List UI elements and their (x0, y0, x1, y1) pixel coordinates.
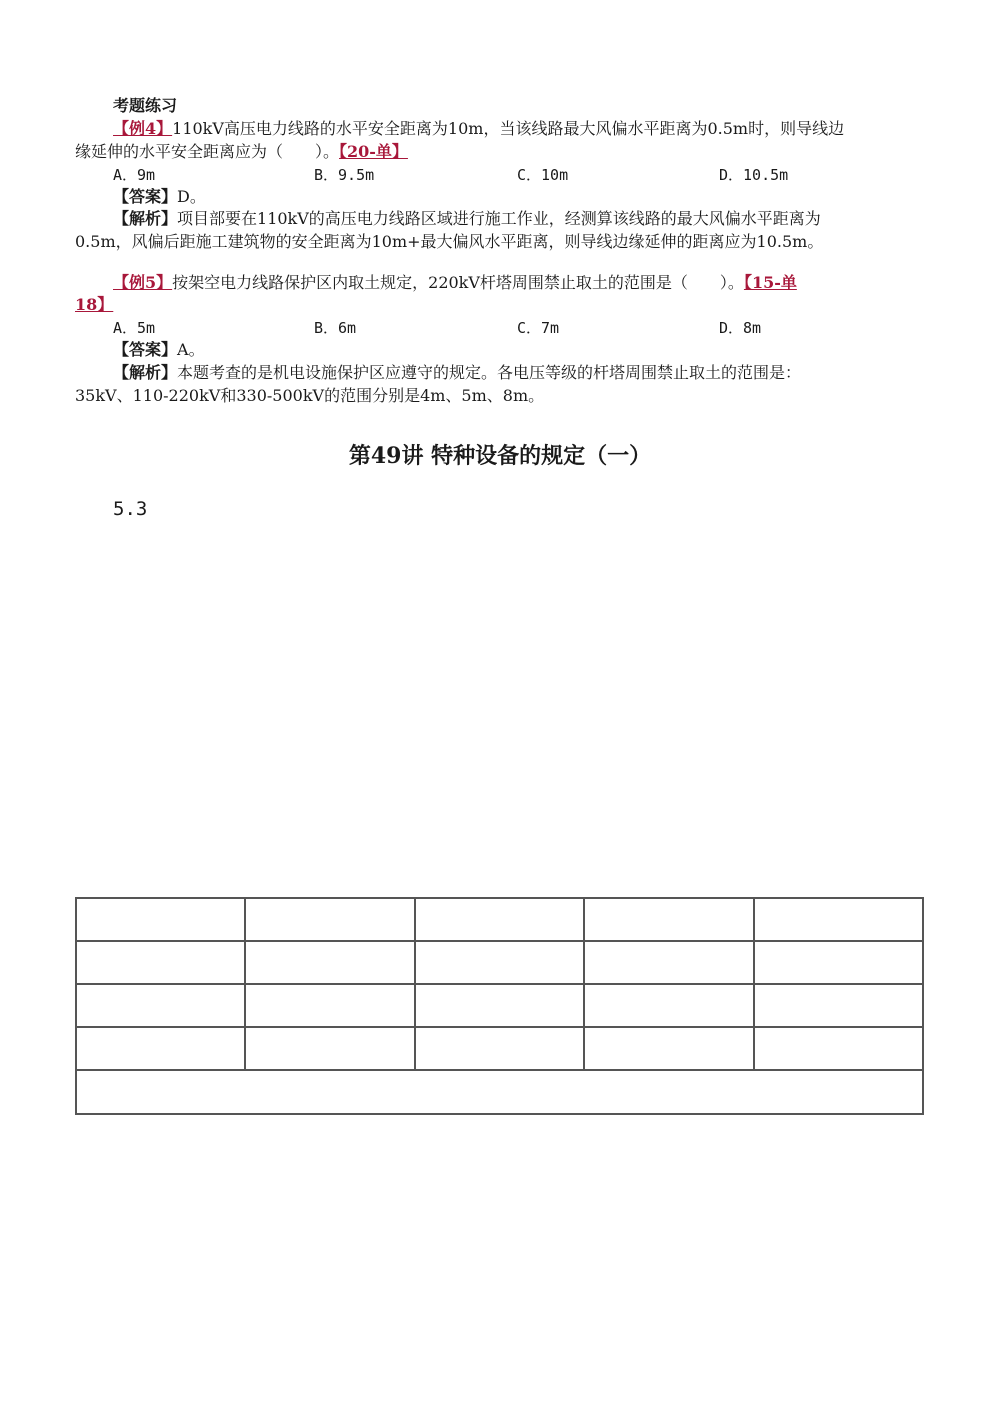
table-row-merged (76, 1070, 923, 1114)
question-5-option-b: B．6m (314, 319, 357, 337)
question-5-answer-value: A。 (177, 340, 205, 359)
section-number: 5.3 (113, 498, 148, 520)
table-cell (754, 941, 923, 984)
question-5-text-1: 按架空电力线路保护区内取土规定，220kV杆塔周围禁止取土的范围是（ ）。 (172, 273, 744, 292)
table-cell (754, 1027, 923, 1070)
question-4-analysis-label: 【解析】 (113, 209, 178, 228)
table-cell (584, 984, 753, 1027)
question-4-answer (75, 186, 963, 208)
table-cell (415, 941, 584, 984)
section-title: 考题练习 (113, 96, 178, 115)
question-5-analysis-line-2: 35kV、110-220kV和330-500kV的范围分别是4m、5m、8m。 (75, 386, 545, 405)
question-4-analysis-line-1 (75, 208, 963, 230)
table-cell (584, 898, 753, 941)
table-cell (76, 1027, 245, 1070)
table-cell (584, 1027, 753, 1070)
question-5-line-2 (75, 294, 925, 316)
table-cell (76, 984, 245, 1027)
question-4-option-a: A．9m (113, 166, 156, 184)
question-4-text-2: 缘延伸的水平安全距离应为（ ）。 (75, 142, 340, 161)
table-cell (584, 941, 753, 984)
table-cell (245, 984, 414, 1027)
question-4-line-1 (75, 118, 963, 140)
question-5-analysis-line-1 (75, 362, 963, 384)
table-cell (415, 898, 584, 941)
question-4-text-1: 110kV高压电力线路的水平安全距离为10m，当该线路最大风偏水平距离为0.5m时，则导线边 (172, 119, 845, 138)
table-cell-merged (76, 1070, 923, 1114)
question-4-line-2 (75, 141, 925, 163)
question-4-source: 【20-单】 (339, 142, 408, 161)
question-5-tag: 【例5】 (113, 273, 173, 292)
table-cell (245, 1027, 414, 1070)
question-4-analysis-line-2: 0.5m，风偏后距施工建筑物的安全距离为10m+最大偏风水平距离，则导线边缘延伸的距离应为10.5m。 (75, 232, 824, 251)
question-5-answer-label: 【答案】 (113, 340, 178, 359)
question-4-analysis-text-1: 项目部要在110kV的高压电力线路区域进行施工作业，经测算该线路的最大风偏水平距离为 (177, 209, 821, 228)
table-cell (754, 898, 923, 941)
table-cell (415, 1027, 584, 1070)
table-row (76, 898, 923, 941)
table-cell (415, 984, 584, 1027)
question-5-line-1 (75, 272, 963, 294)
question-4-option-c: C．10m (517, 166, 569, 184)
question-5-answer (75, 339, 963, 361)
empty-table (75, 897, 924, 1115)
question-4-option-d: D．10.5m (719, 166, 789, 184)
question-4-answer-value: D。 (177, 187, 206, 206)
question-5-analysis-label: 【解析】 (113, 363, 178, 382)
table-cell (245, 941, 414, 984)
table-cell (245, 898, 414, 941)
table-cell (76, 898, 245, 941)
table-cell (754, 984, 923, 1027)
question-5-source-part-2: 18】 (75, 295, 114, 314)
question-5-analysis-text-1: 本题考查的是机电设施保护区应遵守的规定。各电压等级的杆塔周围禁止取土的范围是： (177, 363, 802, 382)
table-cell (76, 941, 245, 984)
question-4-option-b: B．9.5m (314, 166, 375, 184)
table-row (76, 941, 923, 984)
question-4-tag: 【例4】 (113, 119, 173, 138)
lecture-heading: 第49讲 特种设备的规定（一） (348, 443, 652, 469)
question-5-option-c: C．7m (517, 319, 560, 337)
question-5-option-a: A．5m (113, 319, 156, 337)
table-row (76, 984, 923, 1027)
table-row (76, 1027, 923, 1070)
question-5-source-part-1: 【15-单 (743, 273, 797, 292)
question-5-option-d: D．8m (719, 319, 762, 337)
question-4-answer-label: 【答案】 (113, 187, 178, 206)
